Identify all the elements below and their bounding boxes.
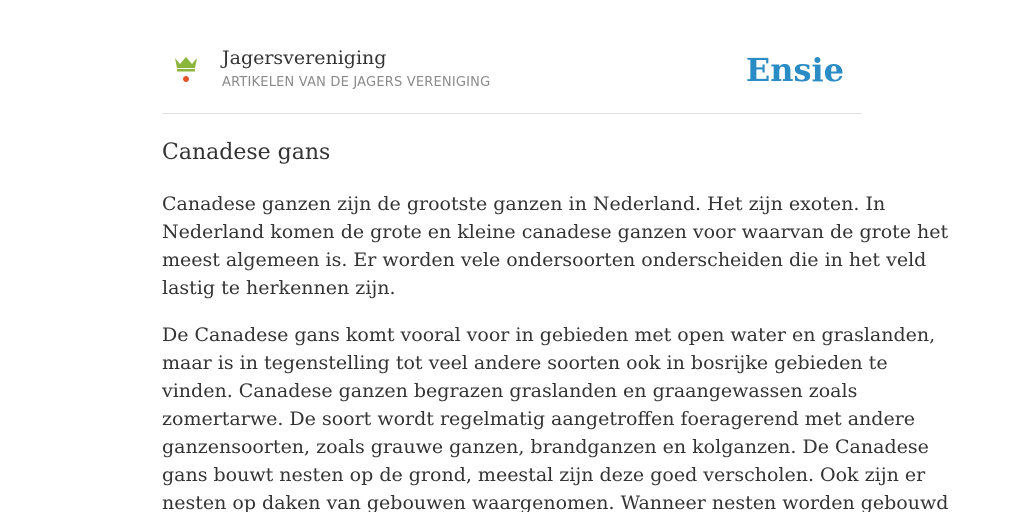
site-subtitle: ARTIKELEN VAN DE JAGERS VERENIGING [222, 75, 491, 90]
crown-logo-icon[interactable] [174, 56, 198, 84]
paragraph-line: Canadese ganzen zijn de grootste ganzen in Nederland. Het zijn exoten. In [162, 193, 886, 215]
paragraph-line: meest algemeen is. Er worden vele ondersoorten onderscheiden die in het veld [162, 249, 927, 271]
ensie-brand-logo[interactable]: Ensie [745, 51, 844, 89]
paragraph-line: ganzensoorten, zoals grauwe ganzen, brandganzen en kolganzen. De Canadese [162, 436, 929, 458]
site-header [162, 0, 862, 114]
paragraph-line: zomertarwe. De soort wordt regelmatig aangetroffen foeragerend met andere [162, 408, 916, 430]
article-paragraph [162, 321, 949, 512]
article-paragraph [162, 190, 949, 302]
paragraph-line: De Canadese gans komt vooral voor in gebieden met open water en graslanden, [162, 324, 936, 346]
paragraph-line: maar is in tegenstelling tot veel andere soorten ook in bosrijke gebieden te [162, 352, 888, 374]
paragraph-line: gans bouwt nesten op de grond, meestal zijn deze goed verscholen. Ook zijn er [162, 464, 926, 486]
site-title-link[interactable]: Jagersvereniging [222, 47, 387, 69]
paragraph-line: nesten op daken van gebouwen waargenomen. Wanneer nesten worden gebouwd [162, 492, 949, 512]
article-title: Canadese gans [162, 140, 331, 165]
paragraph-line: vinden. Canadese ganzen begrazen graslanden en graangewassen zoals [162, 380, 858, 402]
paragraph-line: Nederland komen de grote en kleine canadese ganzen voor waarvan de grote het [162, 221, 949, 243]
article [162, 136, 949, 512]
paragraph-line: lastig te herkennen zijn. [162, 277, 396, 299]
